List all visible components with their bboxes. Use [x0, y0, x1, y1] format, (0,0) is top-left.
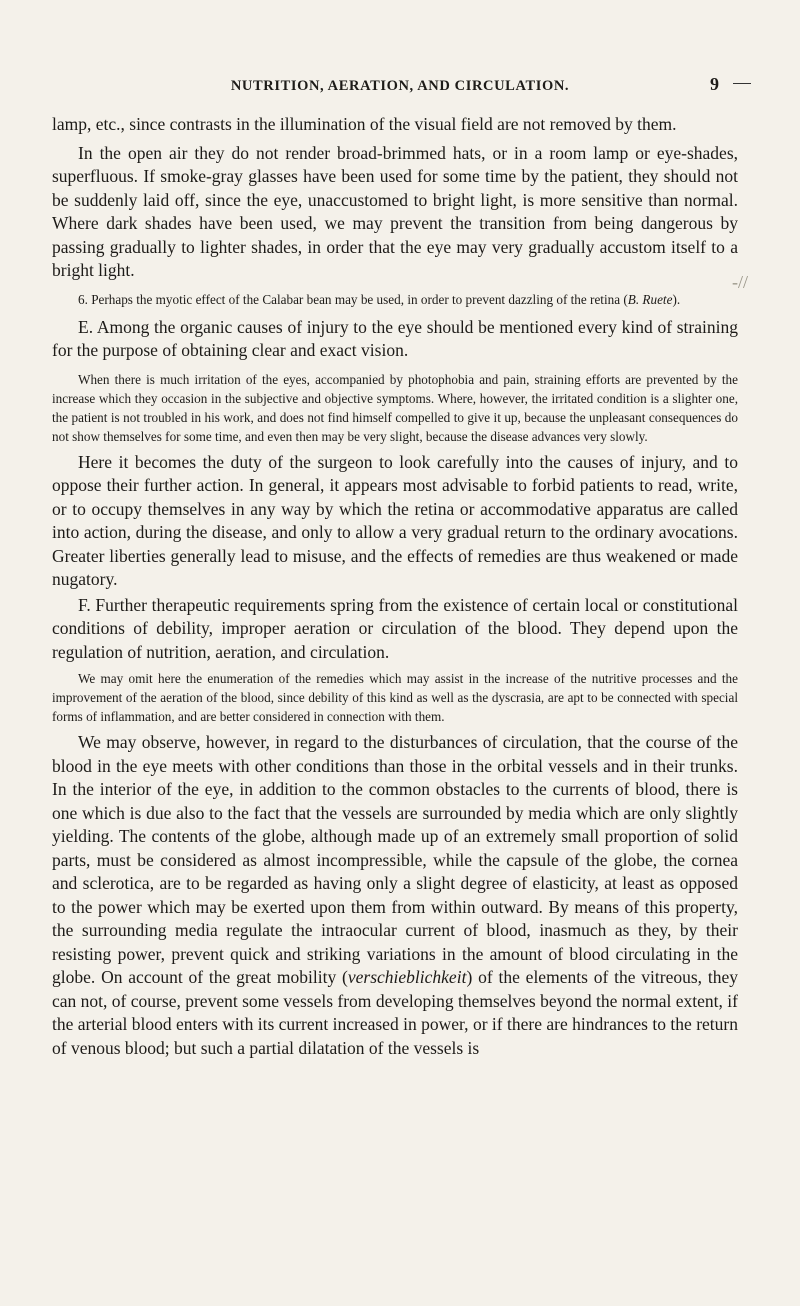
circulation-text-b: ) of the elements of the vitreous, they can not, of course, prevent some vessels from developing themselves beyond the normal extent, if the arterial blood enters with its current increased in power, or if there are hindrances to the return of venous blood; but such a partial dilatation of the vessels is	[52, 967, 738, 1058]
note-calabar-end: ).	[672, 291, 681, 307]
page-number: 9	[710, 74, 719, 94]
body-text	[52, 113, 738, 1060]
running-head: NUTRITION, AERATION, AND CIRCULATION.	[230, 78, 570, 94]
circulation-german-term: verschieblichkeit	[347, 967, 467, 987]
margin-mark: -//	[732, 272, 748, 292]
paragraph-surgeon-duty: Here it becomes the duty of the surgeon to look carefully into the causes of injury, and to oppose their further action. In general, it appears most advisable to forbid patients to read, write, or to occupy themselves in any way by which the retina or accommodative apparatus are called into action, during the disease, and only to allow a very gradual return to the ordinary avocations. Greater liberties generally lead to misuse, and the effects of remedies are thus weakened or made nugatory.	[52, 451, 738, 589]
paragraph-section-f: F. Further therapeutic requirements spring from the existence of certain local or constitutional conditions of debility, improper aeration or circulation of the blood. They depend upon the regulation of nutrition, aeration, and circulation.	[52, 594, 738, 662]
paragraph-open-air: In the open air they do not render broad-brimmed hats, or in a room lamp or eye-shades, superfluous. If smoke-gray glasses have been used for some time by the patient, they should not be suddenly laid off, since the eye, unaccustomed to bright light, is more sensitive than normal. Where dark shades have been used, we may prevent the transition from being dangerous by passing gradually to lighter shades, in order that the eye may very gradually accustom itself to a bright light.	[52, 142, 738, 280]
circulation-text-a: We may observe, however, in regard to the disturbances of circulation, that the course of the blood in the eye meets with other conditions than those in the orbital vessels and in their trunks. In the interior of the eye, in addition to the common obstacles to the currents of blood, there is one which is due also to the fact that the vessels are surrounded by media which are only slightly yielding. The contents of the globe, although made up of an extremely small proportion of solid parts, must be considered as almost incompressible, while the capsule of the globe, the cornea and sclerotica, are to be regarded as having only a slight degree of elasticity, at least as opposed to the power which may be exerted upon them from within outward. By means of this property, the surrounding media regulate the intraocular current of blood, inasmuch as they, by their resisting power, prevent quick and striking variations in the amount of blood circulating in the globe. On account of the great mobility (	[52, 732, 738, 987]
note-irritation: When there is much irritation of the eyes, accompanied by photophobia and pain, straining efforts are prevented by the increase which they occasion in the subjective and objective symptoms. Where, however, the irritated condition is a slighter one, the patient is not troubled in his work, and does not find himself compelled to give it up, because the unpleasant consequences do not show themselves for some time, and even then may be very slight, because the disease advances very slowly.	[52, 371, 738, 444]
paragraph-section-e: E. Among the organic causes of injury to the eye should be mentioned every kind of straining for the purpose of obtaining clear and exact vision.	[52, 316, 738, 360]
paragraph-circulation	[52, 731, 738, 1060]
note-remedies: We may omit here the enumeration of the remedies which may assist in the increase of the nutritive processes and the improvement of the aeration of the blood, since debility of this kind as well as the dyscrasia, are apt to be connected with special forms of inflammation, and are better considered in connection with them.	[52, 671, 738, 724]
note-calabar-bean	[52, 290, 738, 309]
note-calabar-text: 6. Perhaps the myotic effect of the Calabar bean may be used, in order to prevent dazzling of the retina (	[78, 291, 628, 307]
page-number-dash	[733, 83, 751, 84]
paragraph-continuation: lamp, etc., since contrasts in the illumination of the visual field are not removed by them.	[52, 114, 677, 134]
note-calabar-author: B. Ruete	[627, 291, 673, 307]
